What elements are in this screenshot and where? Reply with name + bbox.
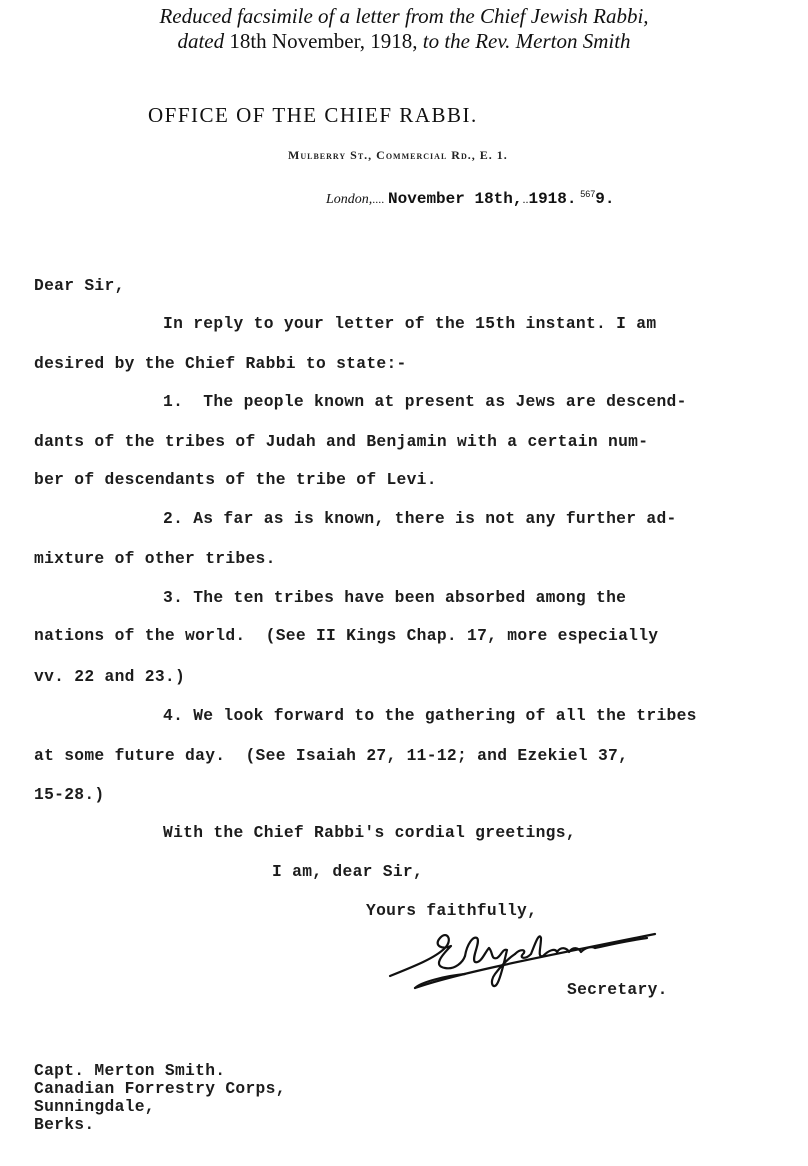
body-line: In reply to your letter of the 15th instant. I am	[163, 314, 657, 333]
dateline	[326, 189, 614, 208]
body-line: 1. The people known at present as Jews are descend-	[163, 392, 687, 411]
body-line: 15-28.)	[34, 785, 105, 804]
caption-line-1: Reduced facsimile of a letter from the Chief Jewish Rabbi,	[159, 4, 649, 28]
year: 1918.	[528, 190, 577, 208]
dots: ..	[522, 192, 529, 206]
caption-text: to the Rev. Merton Smith	[422, 29, 631, 53]
body-line: nations of the world. (See II Kings Chap. 17, more especially	[34, 626, 659, 645]
closing-line: I am, dear Sir,	[272, 862, 424, 881]
dots: ....	[372, 192, 385, 206]
recipient-line: Berks.	[34, 1115, 95, 1134]
city: London,	[326, 192, 373, 207]
letterhead-office: OFFICE OF THE CHIEF RABBI.	[148, 103, 478, 127]
caption	[0, 4, 808, 54]
hebrew-year-tail: 9.	[595, 190, 615, 208]
caption-text: dated	[177, 29, 230, 53]
recipient-line: Capt. Merton Smith.	[34, 1061, 226, 1080]
letterhead-address: Mulberry St., Commercial Rd., E. 1.	[288, 148, 508, 162]
body-line: ber of descendants of the tribe of Levi.	[34, 470, 437, 489]
body-line: dants of the tribes of Judah and Benjamin with a certain num-	[34, 432, 649, 451]
body-line: 4. We look forward to the gathering of all the tribes	[163, 706, 697, 725]
closing-line: Yours faithfully,	[366, 901, 538, 920]
caption-line-2	[0, 29, 808, 54]
salutation: Dear Sir,	[34, 276, 125, 295]
body-line: vv. 22 and 23.)	[34, 667, 186, 686]
body-line: 3. The ten tribes have been absorbed among the	[163, 588, 627, 607]
date: November 18th,	[388, 190, 523, 208]
body-line: desired by the Chief Rabbi to state:-	[34, 354, 407, 373]
body-line: mixture of other tribes.	[34, 549, 276, 568]
hebrew-year-prefix: 567	[580, 189, 596, 199]
recipient-line: Canadian Forrestry Corps,	[34, 1079, 286, 1098]
body-line: at some future day. (See Isaiah 27, 11-12; and Ezekiel 37,	[34, 746, 629, 765]
recipient-line: Sunningdale,	[34, 1097, 155, 1116]
body-line: 2. As far as is known, there is not any further ad-	[163, 509, 677, 528]
closing-greeting: With the Chief Rabbi's cordial greetings,	[163, 823, 576, 842]
secretary-title: Secretary.	[567, 980, 668, 999]
caption-date: 18th November, 1918,	[229, 29, 423, 53]
